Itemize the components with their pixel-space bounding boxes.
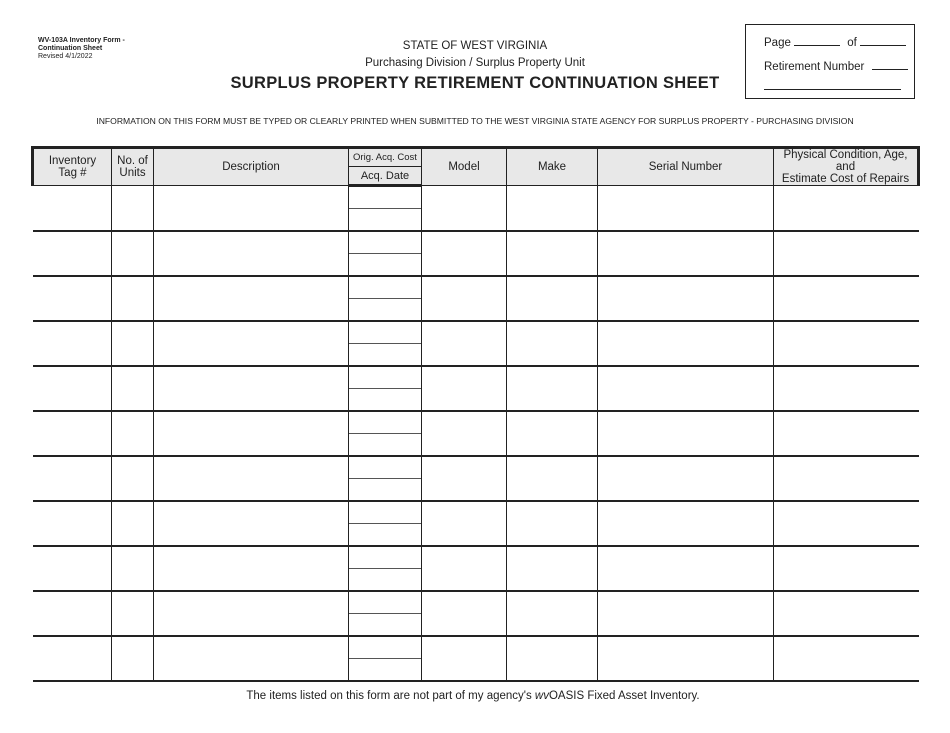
make-cell[interactable]: [507, 636, 598, 681]
model-cell[interactable]: [422, 591, 507, 636]
units-cell[interactable]: [112, 546, 154, 591]
make-cell[interactable]: [507, 591, 598, 636]
page-label: Page: [764, 37, 791, 49]
cost-date-divider: [349, 433, 421, 434]
serial-number-cell[interactable]: [598, 591, 774, 636]
cost-date-divider: [349, 568, 421, 569]
table-row: [33, 636, 919, 681]
condition-cell[interactable]: [774, 366, 919, 411]
cost-date-cell[interactable]: [349, 231, 422, 276]
inventory-tag-cell[interactable]: [33, 366, 112, 411]
cost-date-cell[interactable]: [349, 321, 422, 366]
make-cell[interactable]: [507, 456, 598, 501]
condition-cell[interactable]: [774, 231, 919, 276]
retirement-number-line[interactable]: [764, 79, 901, 90]
cost-date-divider: [349, 253, 421, 254]
division-name: Purchasing Division / Surplus Property Unit: [365, 57, 585, 69]
units-cell[interactable]: [112, 321, 154, 366]
condition-cell[interactable]: [774, 546, 919, 591]
serial-number-cell[interactable]: [598, 366, 774, 411]
retirement-number-field[interactable]: [872, 59, 908, 70]
serial-number-cell[interactable]: [598, 276, 774, 321]
header-acq-date: Acq. Date: [349, 167, 422, 186]
model-cell[interactable]: [422, 636, 507, 681]
units-cell[interactable]: [112, 636, 154, 681]
total-pages-field[interactable]: [860, 35, 906, 46]
make-cell[interactable]: [507, 366, 598, 411]
inventory-tag-cell[interactable]: [33, 186, 112, 232]
cost-date-cell[interactable]: [349, 186, 422, 232]
cost-date-divider: [349, 523, 421, 524]
model-cell[interactable]: [422, 456, 507, 501]
make-cell[interactable]: [507, 276, 598, 321]
description-cell[interactable]: [154, 276, 349, 321]
units-cell[interactable]: [112, 411, 154, 456]
form-subtitle: Continuation Sheet: [38, 45, 103, 52]
serial-number-cell[interactable]: [598, 321, 774, 366]
units-cell[interactable]: [112, 456, 154, 501]
inventory-tag-cell[interactable]: [33, 591, 112, 636]
description-cell[interactable]: [154, 411, 349, 456]
inventory-tag-cell[interactable]: [33, 546, 112, 591]
model-cell[interactable]: [422, 411, 507, 456]
retirement-number-label: Retirement Number: [764, 61, 865, 73]
condition-cell[interactable]: [774, 321, 919, 366]
form-number: WV-103A Inventory Form -: [38, 37, 125, 44]
units-cell[interactable]: [112, 501, 154, 546]
serial-number-cell[interactable]: [598, 456, 774, 501]
cost-date-cell[interactable]: [349, 546, 422, 591]
model-cell[interactable]: [422, 186, 507, 232]
make-cell[interactable]: [507, 546, 598, 591]
header-make: Make: [507, 148, 598, 186]
cost-date-cell[interactable]: [349, 276, 422, 321]
description-cell[interactable]: [154, 231, 349, 276]
inventory-table: [31, 146, 920, 682]
inventory-tag-cell[interactable]: [33, 276, 112, 321]
header-description: Description: [154, 148, 349, 186]
submission-notice: INFORMATION ON THIS FORM MUST BE TYPED OR CLEARLY PRINTED WHEN SUBMITTED TO THE WEST VIRGINIA STATE AGENCY FOR SURPLUS PROPERTY - PURCHASING DIVISION: [96, 116, 854, 126]
table-row: [33, 546, 919, 591]
make-cell[interactable]: [507, 186, 598, 232]
serial-number-cell[interactable]: [598, 231, 774, 276]
cost-date-divider: [349, 478, 421, 479]
description-cell[interactable]: [154, 366, 349, 411]
cost-date-cell[interactable]: [349, 456, 422, 501]
cost-date-cell[interactable]: [349, 591, 422, 636]
brand-prefix: wv: [534, 690, 549, 702]
description-cell[interactable]: [154, 636, 349, 681]
units-cell[interactable]: [112, 591, 154, 636]
form-title: SURPLUS PROPERTY RETIREMENT CONTINUATION SHEET: [230, 74, 720, 92]
table-row: [33, 231, 919, 276]
revision-date: Revised 4/1/2022: [38, 53, 93, 60]
inventory-tag-cell[interactable]: [33, 456, 112, 501]
inventory-tag-cell[interactable]: [33, 231, 112, 276]
description-cell[interactable]: [154, 501, 349, 546]
cost-date-divider: [349, 343, 421, 344]
header-orig-acq-cost: Orig. Acq. Cost: [349, 148, 422, 167]
condition-cell[interactable]: [774, 456, 919, 501]
header-inventory-tag: Inventory Tag #: [33, 148, 112, 186]
table-row: [33, 366, 919, 411]
description-cell[interactable]: [154, 591, 349, 636]
table-row: [33, 411, 919, 456]
serial-number-cell[interactable]: [598, 546, 774, 591]
description-cell[interactable]: [154, 456, 349, 501]
page-number-row: [764, 35, 906, 49]
units-cell[interactable]: [112, 186, 154, 232]
inventory-tag-cell[interactable]: [33, 411, 112, 456]
header-model: Model: [422, 148, 507, 186]
inventory-tag-cell[interactable]: [33, 321, 112, 366]
model-cell[interactable]: [422, 231, 507, 276]
table-row: [33, 321, 919, 366]
units-cell[interactable]: [112, 231, 154, 276]
units-cell[interactable]: [112, 276, 154, 321]
serial-number-cell[interactable]: [598, 636, 774, 681]
table-row: [33, 186, 919, 232]
make-cell[interactable]: [507, 231, 598, 276]
retirement-number-row: [764, 59, 908, 73]
description-cell[interactable]: [154, 186, 349, 232]
cost-date-cell[interactable]: [349, 636, 422, 681]
make-cell[interactable]: [507, 501, 598, 546]
model-cell[interactable]: [422, 546, 507, 591]
inventory-tag-cell[interactable]: [33, 501, 112, 546]
table-row: [33, 591, 919, 636]
of-label: of: [847, 37, 857, 49]
footer-statement: The items listed on this form are not part of my agency's wvOASIS Fixed Asset Inventory.: [246, 690, 700, 702]
cost-date-cell[interactable]: [349, 366, 422, 411]
cost-date-cell[interactable]: [349, 501, 422, 546]
condition-cell[interactable]: [774, 276, 919, 321]
cost-date-divider: [349, 388, 421, 389]
condition-cell[interactable]: [774, 501, 919, 546]
page-number-field[interactable]: [794, 35, 840, 46]
header-condition: Physical Condition, Age, and Estimate Cost of Repairs: [774, 148, 919, 186]
cost-date-divider: [349, 613, 421, 614]
state-name: STATE OF WEST VIRGINIA: [402, 40, 548, 52]
condition-cell[interactable]: [774, 591, 919, 636]
serial-number-cell[interactable]: [598, 501, 774, 546]
make-cell[interactable]: [507, 321, 598, 366]
table-row: [33, 456, 919, 501]
form-identifier: [38, 37, 125, 61]
page-info-box: [745, 24, 915, 99]
condition-cell[interactable]: [774, 636, 919, 681]
model-cell[interactable]: [422, 276, 507, 321]
serial-number-cell[interactable]: [598, 411, 774, 456]
cost-date-divider: [349, 658, 421, 659]
header-serial-number: Serial Number: [598, 148, 774, 186]
cost-date-cell[interactable]: [349, 411, 422, 456]
serial-number-cell[interactable]: [598, 186, 774, 232]
table-row: [33, 276, 919, 321]
make-cell[interactable]: [507, 411, 598, 456]
model-cell[interactable]: [422, 321, 507, 366]
model-cell[interactable]: [422, 366, 507, 411]
condition-cell[interactable]: [774, 411, 919, 456]
units-cell[interactable]: [112, 366, 154, 411]
description-cell[interactable]: [154, 546, 349, 591]
inventory-tag-cell[interactable]: [33, 636, 112, 681]
cost-date-divider: [349, 208, 421, 209]
cost-date-divider: [349, 298, 421, 299]
header-units: No. of Units: [112, 148, 154, 186]
description-cell[interactable]: [154, 321, 349, 366]
model-cell[interactable]: [422, 501, 507, 546]
table-row: [33, 501, 919, 546]
condition-cell[interactable]: [774, 186, 919, 232]
